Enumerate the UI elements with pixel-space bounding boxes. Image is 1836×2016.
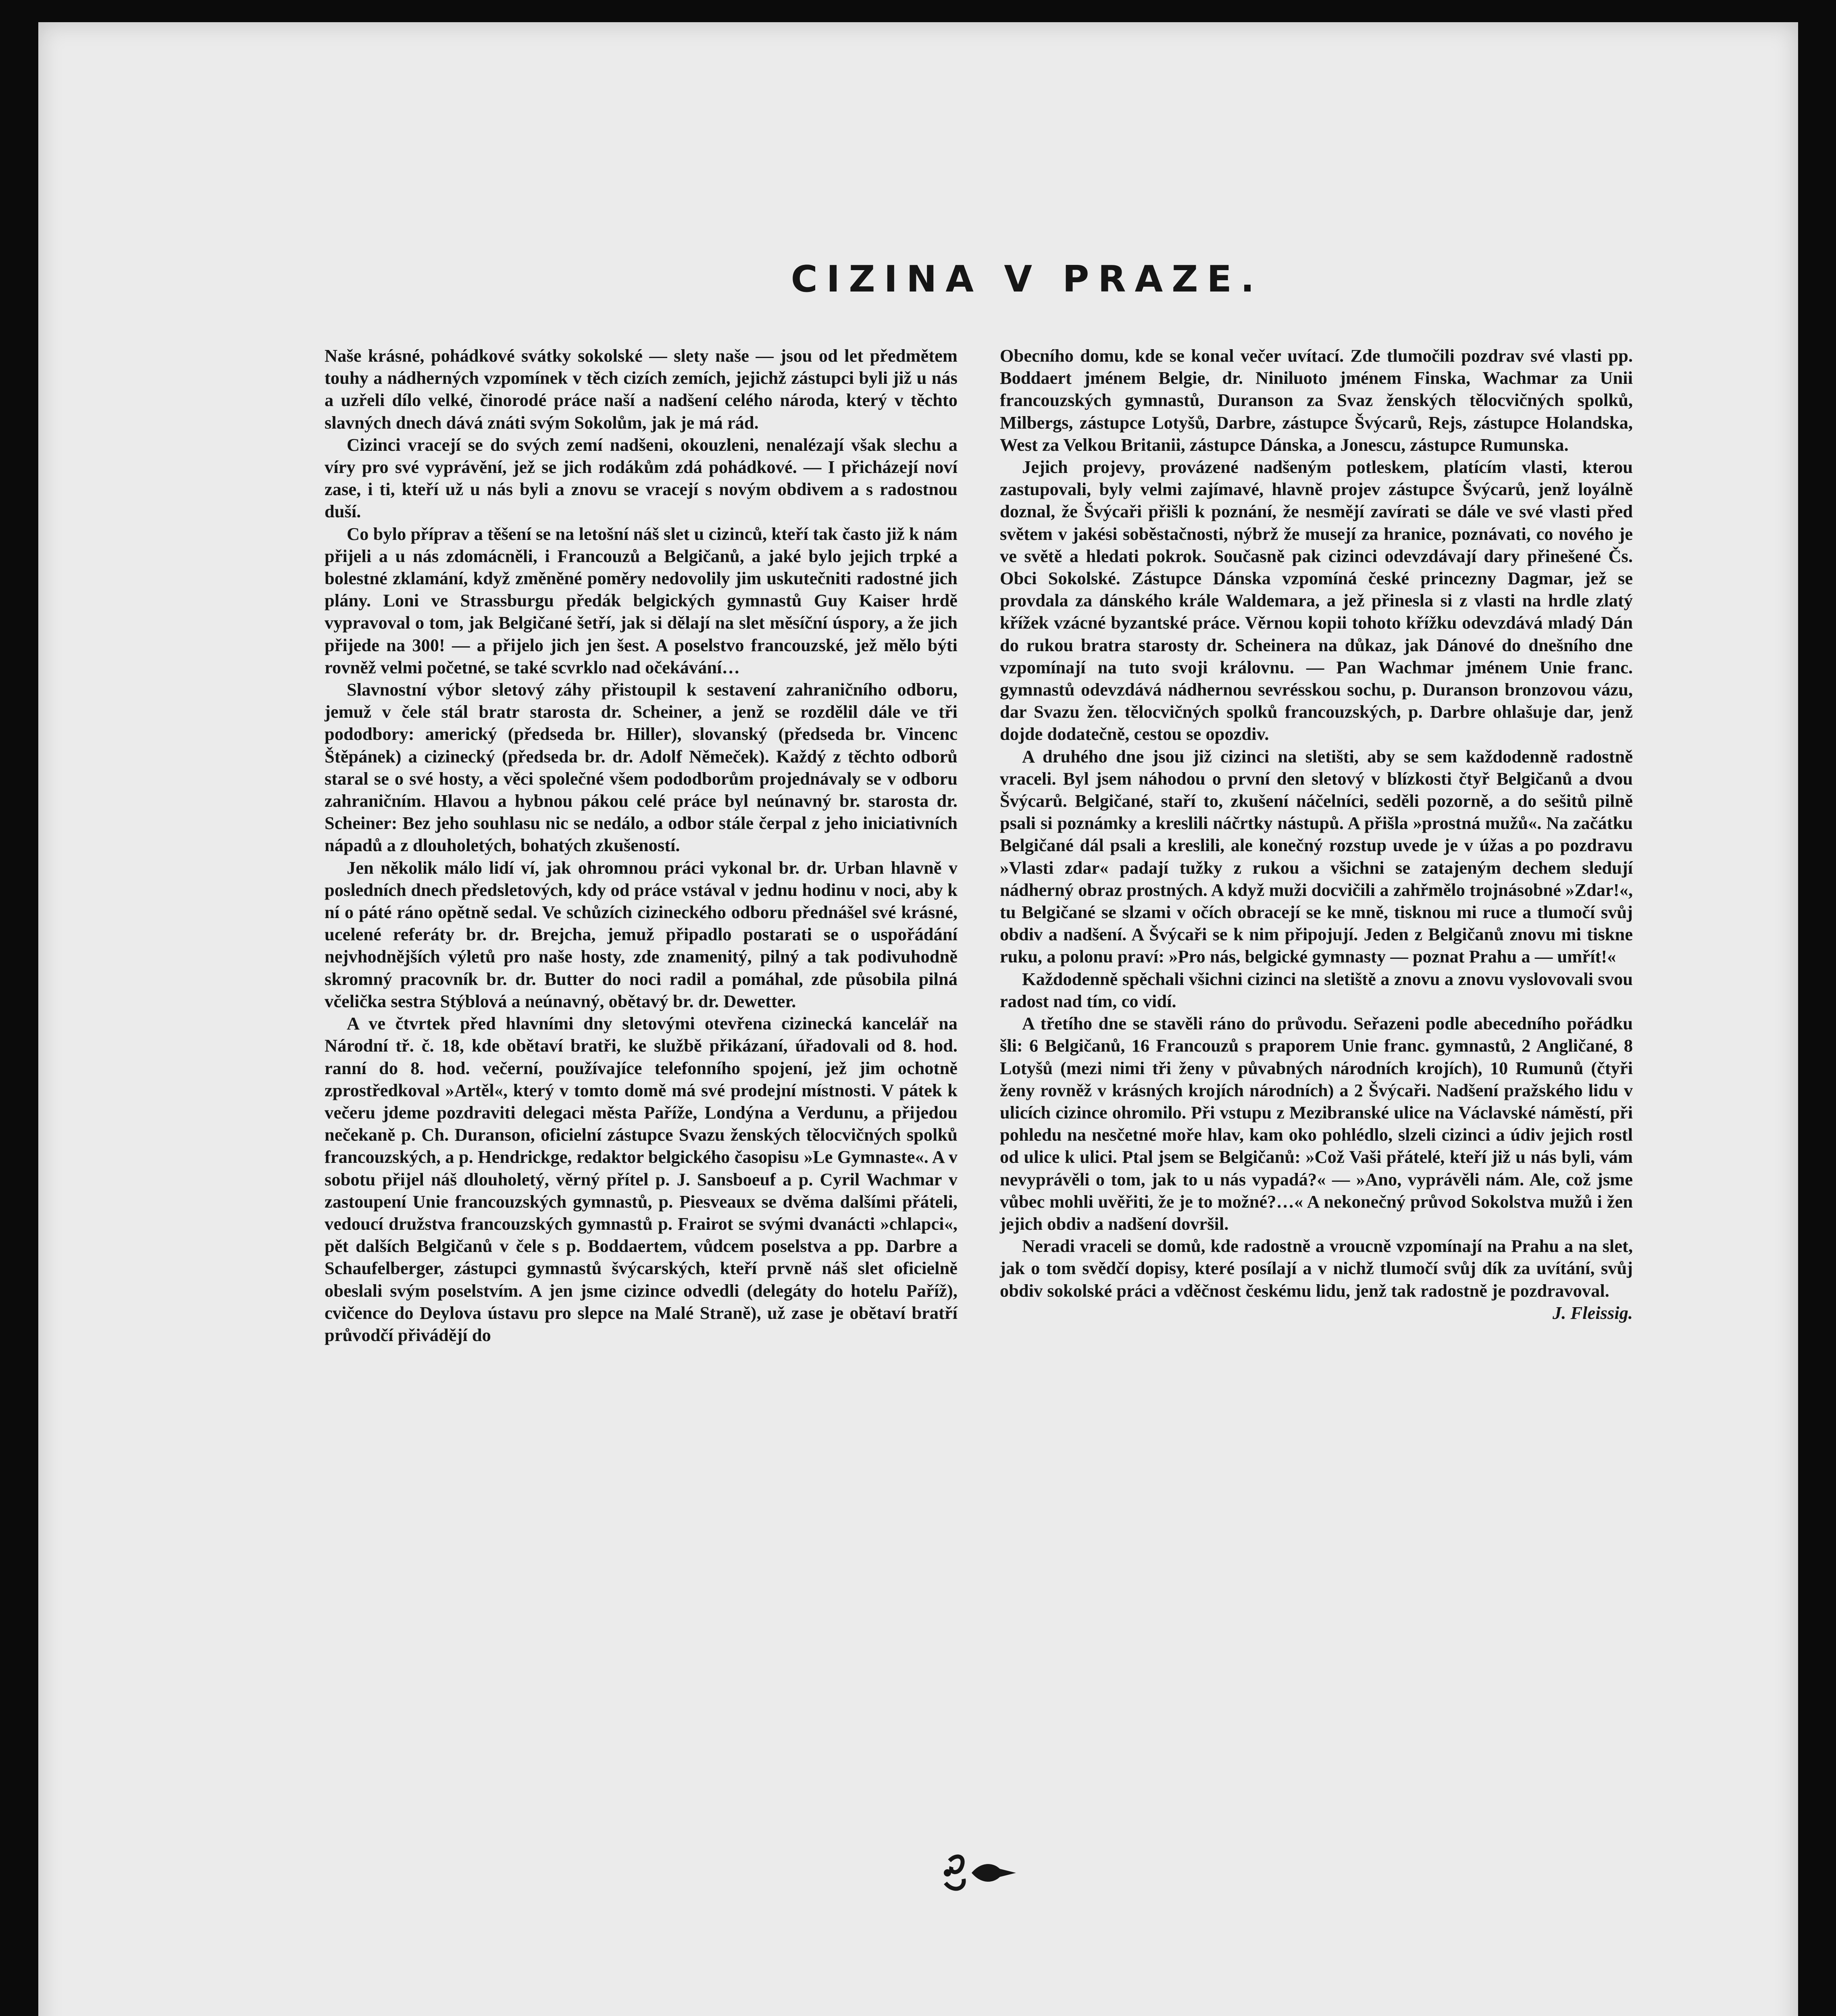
article-title: CIZINA V PRAZE. [791,258,1264,300]
author-signature: J. Fleissig. [1552,1302,1633,1323]
paragraph: Jejich projevy, provázené nadšeným potleskem, platícím vlasti, kterou zastupovali, byly velmi zajímavé, hlavně projev zástupce Švýcarů, jenž loyálně doznal, že Švýcaři přišli k poznání, že nesmějí zavírati se dále ve své vlasti před světem v jakési soběstačnosti, nýbrž že musejí za hranice, poznávati, co nového je ve světě a hledati pokrok. Současně pak cizinci odevzdávají dary přinešené Čs. Obci Sokolské. Zástupce Dánska vzpomíná české princezny Dagmar, jež se provdala za dánského krále Waldemara, a jež přinesla si z vlasti na hrdle zlatý křížek vzácné byzantské práce. Věrnou kopii tohoto křížku odevzdává mladý Dán do rukou bratra starosty dr. Scheinera na důkaz, jak Dánové do dnešního dne vzpomínají na tuto svoji královnu. — Pan Wachmar jménem Unie franc. gymnastů odevzdává nádhernou sevrésskou sochu, p. Duranson bronzovou vázu, dar Svazu žen. tělocvičných spolků francouzských, p. Darbre ohlašuje dar, jenž dojde dodatečně, cestou se opozdiv. [1000,457,1633,744]
paragraph: Jen několik málo lidí ví, jak ohromnou práci vykonal br. dr. Urban hlavně v posledních dnech předsletových, kdy od práce vstával v jednu hodinu v noci, aby k ní o páté ráno opětně sedal. Ve schůzích cizineckého odboru přednášel své krásné, ucelené referáty br. dr. Brejcha, jemuž připadlo postarati se o uspořádání nejvhodnějších výletů pro naše hosty, zde znamenitý, pilný a tak podivuhodně skromný pracovník br. dr. Butter do noci radil a pomáhal, zde působila pilná včelička sestra Stýblová a neúnavný, obětavý br. dr. Dewetter. [325,857,958,1011]
right-column [1000,345,1633,1324]
paragraph: Každodenně spěchali všichni cizinci na sletiště a znovu a znovu vyslovovali svou radost nad tím, co vidí. [1000,968,1633,1011]
paragraph: Slavnostní výbor sletový záhy přistoupil k sestavení zahraničního odboru, jemuž v čele stál bratr starosta dr. Scheiner, a jenž se rozdělil dále ve tři pododbory: americký (předseda br. Hiller), slovanský (předseda br. Vincenc Štěpánek) a cizinecký (předseda br. dr. Adolf Němeček). Každý z těchto odborů staral se o své hosty, a věci společné všem pododborům projednávaly se v odboru zahraničním. Hlavou a hybnou pákou celé práce byl neúnavný br. starosta dr. Scheiner: Bez jeho souhlasu nic se nedálo, a odbor stále čerpal z jeho iniciativních nápadů a z dlouholetých, bohatých zkušeností. [325,679,958,856]
left-column [325,345,958,1346]
document-page [38,22,1798,2016]
paragraph: Co bylo příprav a těšení se na letošní náš slet u cizinců, kteří tak často již k nám přijeli a u nás zdomácněli, i Francouzů a Belgičanů, a jaké bylo jejich trpké a bolestné zklamání, když změněné poměry nedovolily jim uskutečniti radostné jich plány. Loni ve Strassburgu předák belgických gymnastů Guy Kaiser hrdě vypravoval o tom, jak Belgičané šetří, jak si dělají na slet měsíční úspory, a že jich přijede na 300! — a přijelo jich jen šest. A poselstvo francouzské, jež mělo býti rovněž velmi početné, se také scvrklo nad očekávání… [325,523,958,677]
paragraph: Naše krásné, pohádkové svátky sokolské — slety naše — jsou od let předmětem touhy a nádherných vzpomínek v těch cizích zemích, jejichž zástupci byli již u nás a uzřeli dílo velké, činorodé práce naší a nadšení celého národa, který v těchto slavných dnech dává znáti svým Sokolům, jak je má rád. [325,346,958,433]
paragraph: Obecního domu, kde se konal večer uvítací. Zde tlumočili pozdrav své vlasti pp. Boddaert jménem Belgie, dr. Niniluoto jménem Finska, Wachmar za Unii francouzských gymnastů, Duranson za Svaz ženských tělocvičných spolků, Milbergs, zástupce Lotyšů, Darbre, zástupce Švýcarů, Rejs, zástupce Holandska, West za Velkou Britanii, zástupce Dánska, a Jonescu, zástupce Rumunska. [1000,346,1633,455]
paragraph: Cizinci vracejí se do svých zemí nadšeni, okouzleni, nenalézají však slechu a víry pro své vyprávění, jež se jich rodákům zdá pohádkové. — I přicházejí noví zase, i ti, kteří už u nás byli a znovu se vracejí s novým obdivem a s radostnou duší. [325,434,958,522]
paragraph: A druhého dne jsou již cizinci na sletišti, aby se sem každodenně radostně vraceli. Byl jsem náhodou o první den sletový v blízkosti čtyř Belgičanů a dvou Švýcarů. Belgičané, staří to, zkušení náčelníci, seděli pozorně, a do sešitů pilně psali si poznámky a kreslili náčrtky nástupů. A přišla »prostná mužů«. Na začátku Belgičané dál psali a kreslili, ale konečný rozstup uvede je v úžas a po pozdravu »Vlasti zdar« padají tužky z rukou a všichni se zatajeným dechem sledují nádherný obraz prostných. A když muži docvičili a zahřmělo trojnásobné »Zdar!«, tu Belgičané se slzami v očích obracejí se ke mně, tisknou mi ruce a tlumočí svůj obdiv a nadšení. A Švýcaři se k nim připojují. Jeden z Belgičanů znovu mi tiskne ruku, a polonu praví: »Pro nás, belgické gymnasty — poznat Prahu a — umřít!« [1000,746,1633,967]
paragraph: Neradi vraceli se domů, kde radostně a vroucně vzpomínají na Prahu a na slet, jak o tom svědčí dopisy, které posílají a v nichž tlumočí svůj dík za uvítání, svůj obdiv sokolské práci a vděčnost českému lidu, jenž tak radostně je pozdravoval. [1000,1236,1633,1301]
fleuron-ornament-icon [933,1845,1022,1901]
paragraph: A ve čtvrtek před hlavními dny sletovými otevřena cizinecká kancelář na Národní tř. č. 18, kde obětaví bratři, ke službě přikázaní, úřadovali od 8. hod. ranní do 8. hod. večerní, používajíce telefonního spojení, jež jim ochotně zprostředkoval »Artěl«, který v tomto domě má své prodejní místnosti. V pátek k večeru jdeme pozdraviti delegaci města Paříže, Londýna a Verdunu, a přijedou nečekaně p. Ch. Duranson, oficielní zástupce Svazu ženských tělocvičných spolků francouzských, a p. Hendrickge, redaktor belgického časopisu »Le Gymnaste«. A v sobotu přijel náš dlouholetý, věrný přítel p. J. Sansboeuf a p. Cyril Wachmar v zastoupení Unie francouzských gymnastů, p. Piesveaux se dvěma dalšími přáteli, vedoucí družstva francouzských gymnastů p. Frairot se svými dvanácti »chlapci«, pět dalších Belgičanů v čele s p. Boddaertem, vůdcem poselstva a pp. Darbre a Schaufelberger, zástupci gymnastů švýcarských, kteří prvně náš slet oficielně obeslali svým poselstvím. A jen jsme cizince odvedli (delegáty do hotelu Paříž), cvičence do Deylova ústavu pro slepce na Malé Straně), už zase je obětaví bratří průvodčí přivádějí do [325,1013,958,1345]
paragraph: A třetího dne se stavěli ráno do průvodu. Seřazeni podle abecedního pořádku šli: 6 Belgičanů, 16 Francouzů s praporem Unie franc. gymnastů, 2 Angličané, 8 Lotyšů (mezi nimi tři ženy v půvabných národních krojích), 10 Rumunů (čtyři ženy rovněž v krásných krojích národních) a 2 Švýcaři. Nadšení pražského lidu v ulicích cizince ohromilo. Při vstupu z Mezibranské ulice na Václavské náměstí, při pohledu na nesčetné moře hlav, kam oko pohlédlo, slzeli cizinci a údiv jejich rostl od ulice k ulici. Ptal jsem se Belgičanů: »Což Vaši přátelé, kteří již u nás byli, vám nevyprávěli o tom, jak to u nás vypadá?« — »Ano, vyprávěli nám. Ale, což jsme vůbec mohli uvěřiti, že je to možné?…« A nekonečný průvod Sokolstva mužů i žen jejich obdiv a nadšení dovršil. [1000,1013,1633,1234]
